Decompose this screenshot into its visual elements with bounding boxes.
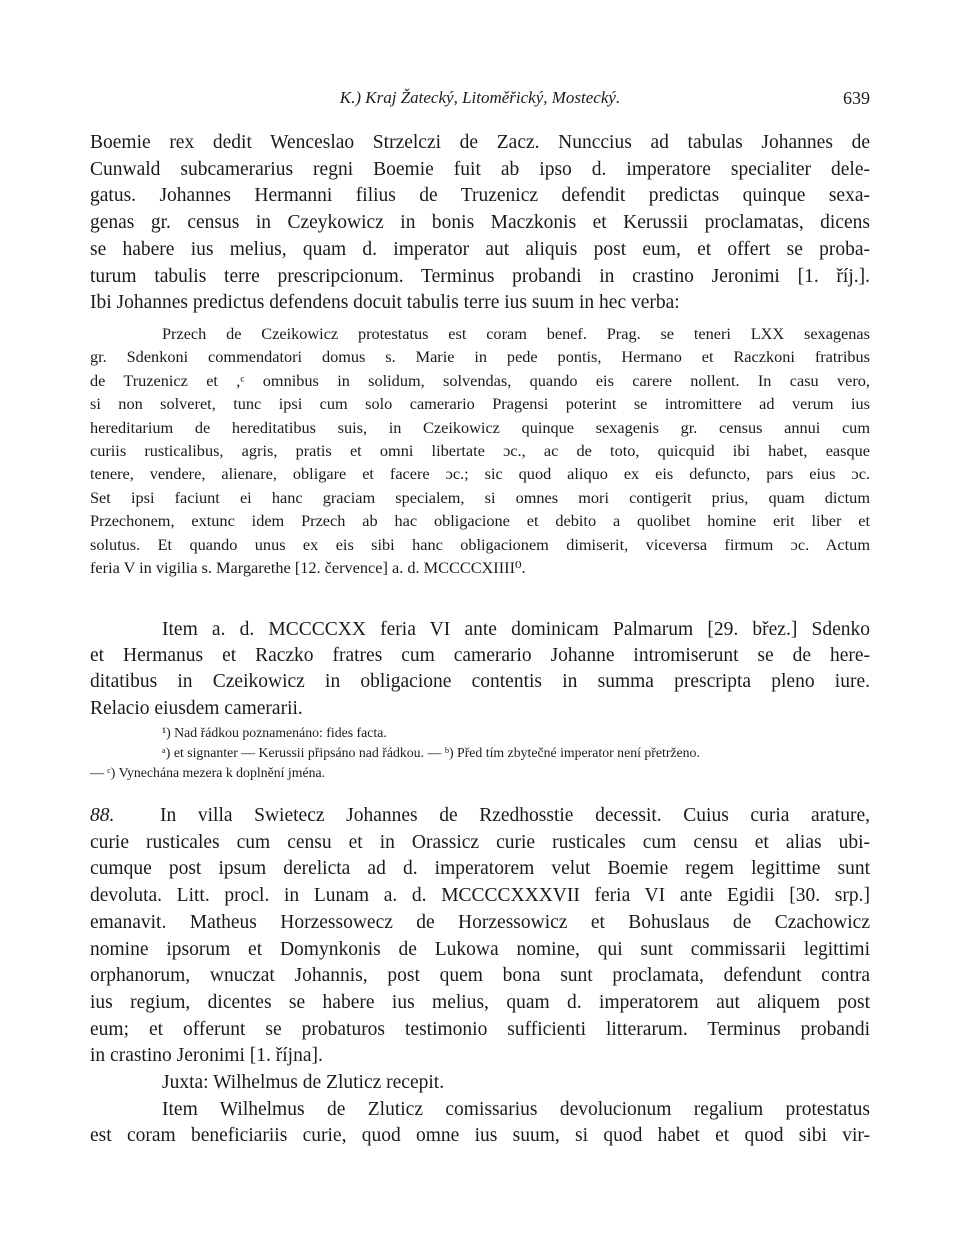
text-line: Item Wilhelmus de Zluticz comissarius devolucionum regalium protestatus [162, 1098, 870, 1120]
text-line: est coram beneficiariis curie, quod omne ius suum, si quod habet et quod sibi vir- [90, 1125, 870, 1147]
footnotes [90, 723, 870, 783]
document-line: feria V in vigilia s. Margarethe [12. července] a. d. MCCCCXIIII⁰. [90, 558, 526, 578]
text-line: devoluta. Litt. procl. in Lunam a. d. MCCCCXXXVII feria VI ante Egidii [30. srp.] [90, 885, 870, 907]
text-line: Item a. d. MCCCCXX feria VI ante dominicam Palmarum [29. břez.] Sdenko [162, 619, 870, 640]
document-line: si non solveret, tunc ipsi cum solo camerario Pragensi poterint se intromittere ad verum ius [90, 394, 870, 414]
text-line: cumque post ipsum derelicta ad d. imperatorem velut Boemie regem legittime sunt [90, 858, 870, 880]
text-line: nomine ipsorum et Domynkonis de Lukowa nomine, qui sunt commissarii legittimi [90, 938, 870, 960]
text-line: in crastino Jeronimi [1. října]. [90, 1045, 323, 1067]
document-line: de Truzenicz et ,ᶜ omnibus in solidum, solvendas, quando eis carere nollent. In casu vero, [90, 370, 870, 390]
document-line: curiis rusticalibus, agris, pratis et omni libertate ɔc., ac de toto, quicquid ibi habet, easque [90, 441, 870, 461]
text-line: Cunwald subcamerarius regni Boemie fuit ab ipso d. imperatore specialiter dele- [90, 158, 870, 180]
entry-first-line [90, 803, 870, 830]
entry-line-text: In villa Swietecz Johannes de Rzedhosstie decessit. Cuius curia arature, [160, 805, 870, 826]
text-line: Ibi Johannes predictus defendens docuit tabulis terre ius suum in hec verba: [90, 292, 680, 314]
document-line: gr. Sdenkoni commendatori domus s. Marie in pede pontis, Hermano et Raczkoni fratribus [90, 347, 870, 367]
document-line: Set ipsi faciunt ei hanc graciam specialem, si omnes mori contigerit prius, quam dictum [90, 487, 870, 507]
document-line: solutus. Et quando unus ex eis sibi hanc obligacionem dimiserit, viceversa firmum ɔc. Actum [90, 534, 870, 554]
text-line: se habere ius melius, quam d. imperator aut aliquis post eum, et offert se proba- [90, 238, 870, 260]
text-line: genas gr. census in Czeykowicz in bonis Maczkonis et Kerussii proclamatas, dicens [90, 212, 870, 234]
page-header [90, 88, 870, 114]
intromission-paragraph [90, 617, 870, 722]
document-line: tenere, vendere, alienare, obligare et facere ɔc.; sic quod aliquo ex eis defuncto, pars eius ɔc. [90, 464, 870, 484]
text-line: curie rusticales cum censu et in Orassicz curie rusticales cum censu et alias ubi- [90, 831, 870, 853]
page-number: 639 [843, 88, 870, 108]
main-paragraph [90, 130, 870, 317]
text-line: gatus. Johannes Hermanni filius de Truzenicz defendit predictas quinque sexa- [90, 185, 870, 207]
text-line: et Hermanus et Raczko fratres cum camerario Johanne intromiserunt se de here- [90, 645, 870, 667]
entry-number: 88. [90, 805, 115, 826]
document-line: Przechonem, extunc idem Przech ab hac obligacione et debito a quolibet homine erit liber et [90, 511, 870, 531]
quoted-document [90, 322, 870, 579]
text-line: ditatibus in Czeikowicz in obligacione contentis in summa prescripta pleno iure. [90, 671, 870, 693]
footnote: ¹) Nad řádkou poznamenáno: fides facta. [162, 725, 387, 740]
document-line: hereditarium de hereditatibus suis, in Czeikowicz quinque sexagenis gr. census annui cum [90, 417, 870, 437]
text-line: Boemie rex dedit Wenceslao Strzelczi de Zacz. Nunccius ad tabulas Johannes de [90, 132, 870, 153]
footnote: — ᶜ) Vynechána mezera k doplnění jména. [90, 765, 326, 780]
running-head: K.) Kraj Žatecký, Litoměřický, Mostecký. [339, 88, 621, 107]
footnote: ᵃ) et signanter — Kerussii připsáno nad řádkou. — ᵇ) Před tím zbytečné imperator není přetrženo. [162, 745, 700, 760]
text-line: orphanorum, wnuczat Johannis, post quem bona sunt proclamata, defendunt contra [90, 965, 870, 987]
entry-88 [90, 803, 870, 1150]
text-line: Juxta: Wilhelmus de Zluticz recepit. [162, 1072, 445, 1094]
text-line: Relacio eiusdem camerarii. [90, 697, 303, 719]
document-line: Przech de Czeikowicz protestatus est coram benef. Prag. se teneri LXX sexagenas [162, 324, 870, 343]
text-line: eum; et offerunt se probaturos testimonio sufficienti litterarum. Terminus probandi [90, 1018, 870, 1040]
text-line: turum tabulis terre prescripcionum. Terminus probandi in crastino Jeronimi [1. říj.]. [90, 265, 870, 287]
text-line: emanavit. Matheus Horzessowecz de Horzessowicz et Bohuslaus de Czachowicz [90, 911, 870, 933]
text-line: ius regium, dicentes se habere ius melius, quam d. imperatorem aut aliquem post [90, 991, 870, 1013]
